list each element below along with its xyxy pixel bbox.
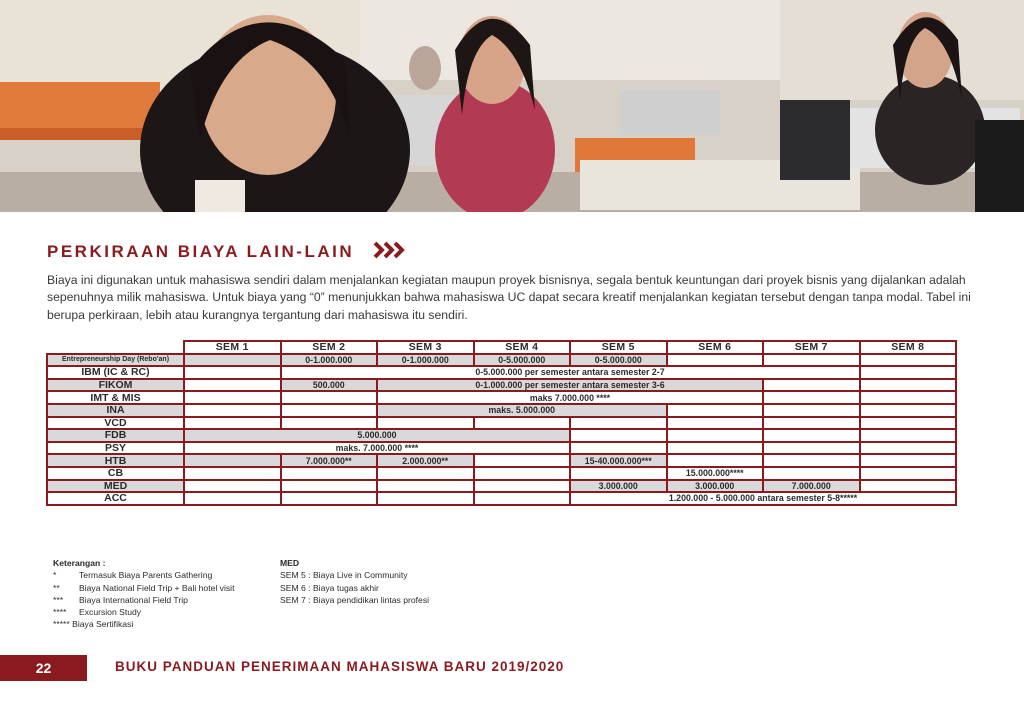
cell-span: 0-5.000.000 per semester antara semester 2-7 bbox=[281, 366, 860, 379]
fee-estimate-table bbox=[46, 340, 957, 506]
cell: 3.000.000 bbox=[667, 480, 764, 493]
cell: 15.000.000**** bbox=[667, 467, 764, 480]
med-note-item: SEM 5 : Biaya Live in Community bbox=[280, 570, 408, 581]
cell bbox=[860, 429, 957, 442]
cell bbox=[667, 404, 764, 417]
row-label-entrepreneurship: Entrepreneurship Day (Rebo'an) bbox=[47, 354, 184, 367]
cell bbox=[281, 492, 378, 505]
cell bbox=[281, 480, 378, 493]
table-row-acc bbox=[47, 492, 956, 505]
section-title: PERKIRAAN BIAYA LAIN-LAIN bbox=[47, 242, 355, 261]
cell bbox=[184, 354, 281, 367]
cell bbox=[860, 404, 957, 417]
cell bbox=[184, 391, 281, 404]
cell-span: maks. 5.000.000 bbox=[377, 404, 667, 417]
cell bbox=[667, 454, 764, 467]
cell bbox=[667, 442, 764, 455]
cell bbox=[570, 442, 667, 455]
row-label-vcd: VCD bbox=[47, 417, 184, 430]
cell bbox=[184, 454, 281, 467]
cell bbox=[184, 467, 281, 480]
cell bbox=[377, 417, 474, 430]
cell bbox=[184, 366, 281, 379]
cell bbox=[860, 454, 957, 467]
row-label-med: MED bbox=[47, 480, 184, 493]
cell bbox=[570, 467, 667, 480]
row-label-fikom: FIKOM bbox=[47, 379, 184, 392]
cell bbox=[570, 417, 667, 430]
cell: 500.000 bbox=[281, 379, 378, 392]
cell: 7.000.000 bbox=[763, 480, 860, 493]
triple-chevron-right-icon bbox=[373, 240, 407, 265]
row-label-acc: ACC bbox=[47, 492, 184, 505]
table-row-entrepreneurship bbox=[47, 354, 956, 367]
table-row-fdb bbox=[47, 429, 956, 442]
cell bbox=[377, 480, 474, 493]
cell: 0-1.000.000 bbox=[377, 354, 474, 367]
cell bbox=[763, 429, 860, 442]
cell bbox=[860, 379, 957, 392]
header-sem-2: SEM 2 bbox=[281, 341, 378, 354]
med-note-item: SEM 7 : Biaya pendidikan lintas profesi bbox=[280, 594, 430, 605]
header-sem-7: SEM 7 bbox=[763, 341, 860, 354]
cell bbox=[474, 417, 571, 430]
footnotes bbox=[53, 557, 234, 631]
med-notes-title: MED bbox=[280, 558, 300, 568]
med-note-item: SEM 6 : Biaya tugas akhir bbox=[280, 582, 379, 593]
footnote-mark: ** bbox=[53, 582, 60, 593]
cell bbox=[860, 417, 957, 430]
cell: 0-1.000.000 bbox=[281, 354, 378, 367]
book-title: BUKU PANDUAN PENERIMAAN MAHASISWA BARU 2019/2020 bbox=[115, 659, 565, 674]
cell-span: maks. 7.000.000 **** bbox=[184, 442, 570, 455]
cell: 3.000.000 bbox=[570, 480, 667, 493]
footnote-text: Termasuk Biaya Parents Gathering bbox=[79, 570, 213, 581]
table-row-imt bbox=[47, 391, 956, 404]
table-row-med bbox=[47, 480, 956, 493]
cell bbox=[281, 391, 378, 404]
table-row-ina bbox=[47, 404, 956, 417]
header-photo bbox=[0, 0, 1024, 212]
cell bbox=[281, 467, 378, 480]
cell: 0-5.000.000 bbox=[474, 354, 571, 367]
footnote-item bbox=[53, 618, 234, 630]
table-row-htb bbox=[47, 454, 956, 467]
cell bbox=[667, 429, 764, 442]
cell bbox=[570, 429, 667, 442]
cell bbox=[763, 379, 860, 392]
cell bbox=[281, 404, 378, 417]
footnote-text: Biaya Sertifikasi bbox=[72, 619, 134, 630]
cell bbox=[184, 480, 281, 493]
table-header-row bbox=[47, 341, 956, 354]
cell-span: maks 7.000.000 **** bbox=[377, 391, 763, 404]
footnote-text: Biaya National Field Trip + Bali hotel visit bbox=[79, 582, 235, 593]
header-sem-5: SEM 5 bbox=[570, 341, 667, 354]
cell bbox=[377, 492, 474, 505]
table-row-cb bbox=[47, 467, 956, 480]
cell: 15-40.000.000*** bbox=[570, 454, 667, 467]
table-row-psy bbox=[47, 442, 956, 455]
footnote-mark: **** bbox=[53, 607, 67, 618]
table-row-ibm bbox=[47, 366, 956, 379]
row-label-imt: IMT & MIS bbox=[47, 391, 184, 404]
footnote-text: Excursion Study bbox=[79, 607, 142, 618]
cell: 2.000.000** bbox=[377, 454, 474, 467]
row-label-psy: PSY bbox=[47, 442, 184, 455]
row-label-ibm: IBM (IC & RC) bbox=[47, 366, 184, 379]
cell bbox=[763, 467, 860, 480]
cell bbox=[184, 417, 281, 430]
cell bbox=[377, 467, 474, 480]
row-label-cb: CB bbox=[47, 467, 184, 480]
cell-span: 5.000.000 bbox=[184, 429, 570, 442]
cell bbox=[763, 442, 860, 455]
cell bbox=[184, 379, 281, 392]
header-sem-6: SEM 6 bbox=[667, 341, 764, 354]
cell bbox=[184, 404, 281, 417]
cell bbox=[281, 417, 378, 430]
footnote-item bbox=[53, 569, 234, 581]
cell bbox=[763, 404, 860, 417]
footnote-text: Biaya International Field Trip bbox=[79, 594, 188, 605]
cell bbox=[763, 354, 860, 367]
header-sem-1: SEM 1 bbox=[184, 341, 281, 354]
cell: 0-5.000.000 bbox=[570, 354, 667, 367]
footnote-mark: * bbox=[53, 570, 57, 581]
cell bbox=[184, 492, 281, 505]
cell bbox=[763, 454, 860, 467]
cell bbox=[763, 417, 860, 430]
footnote-item bbox=[53, 606, 234, 618]
header-sem-3: SEM 3 bbox=[377, 341, 474, 354]
cell bbox=[860, 467, 957, 480]
cell bbox=[474, 492, 571, 505]
header-sem-8: SEM 8 bbox=[860, 341, 957, 354]
footnote-item bbox=[53, 594, 234, 606]
intro-paragraph: Biaya ini digunakan untuk mahasiswa sendiri dalam menjalankan kegiatan maupun proyek bisnisnya, segala bentuk keuntungan dari proyek bisnis yang dijalankan adalah sepenuhnya milik mahasiswa. Untuk biaya yang “0” menunjukkan bahwa mahasiswa UC dapat secara kreatif menjalankan kegiatan tersebut dengan tanpa modal. Tabel ini berupa perkiraan, lebih atau kurangnya tergantung dari mahasiswa itu sendiri. bbox=[47, 273, 971, 322]
page-number: 22 bbox=[0, 655, 87, 681]
row-label-ina: INA bbox=[47, 404, 184, 417]
cell-span: 1.200.000 - 5.000.000 antara semester 5-8***** bbox=[570, 492, 956, 505]
header-sem-4: SEM 4 bbox=[474, 341, 571, 354]
cell bbox=[763, 391, 860, 404]
cell bbox=[860, 480, 957, 493]
footnote-mark: ***** bbox=[53, 619, 70, 630]
cell bbox=[667, 354, 764, 367]
footnote-mark: *** bbox=[53, 594, 64, 605]
footnotes-title: Keterangan : bbox=[53, 558, 106, 568]
cell bbox=[860, 366, 957, 379]
row-label-fdb: FDB bbox=[47, 429, 184, 442]
header-empty-cell bbox=[47, 341, 184, 354]
cell bbox=[474, 480, 571, 493]
table-row-fikom bbox=[47, 379, 956, 392]
cell bbox=[860, 442, 957, 455]
cell bbox=[474, 467, 571, 480]
cell-span: 0-1.000.000 per semester antara semester 3-6 bbox=[377, 379, 763, 392]
table-row-vcd bbox=[47, 417, 956, 430]
header-photo-illustration bbox=[0, 0, 1024, 212]
cell bbox=[667, 417, 764, 430]
cell bbox=[474, 454, 571, 467]
cell bbox=[860, 391, 957, 404]
med-notes bbox=[280, 557, 429, 606]
row-label-htb: HTB bbox=[47, 454, 184, 467]
cell: 7.000.000** bbox=[281, 454, 378, 467]
footnote-item bbox=[53, 582, 234, 594]
cell bbox=[860, 354, 957, 367]
